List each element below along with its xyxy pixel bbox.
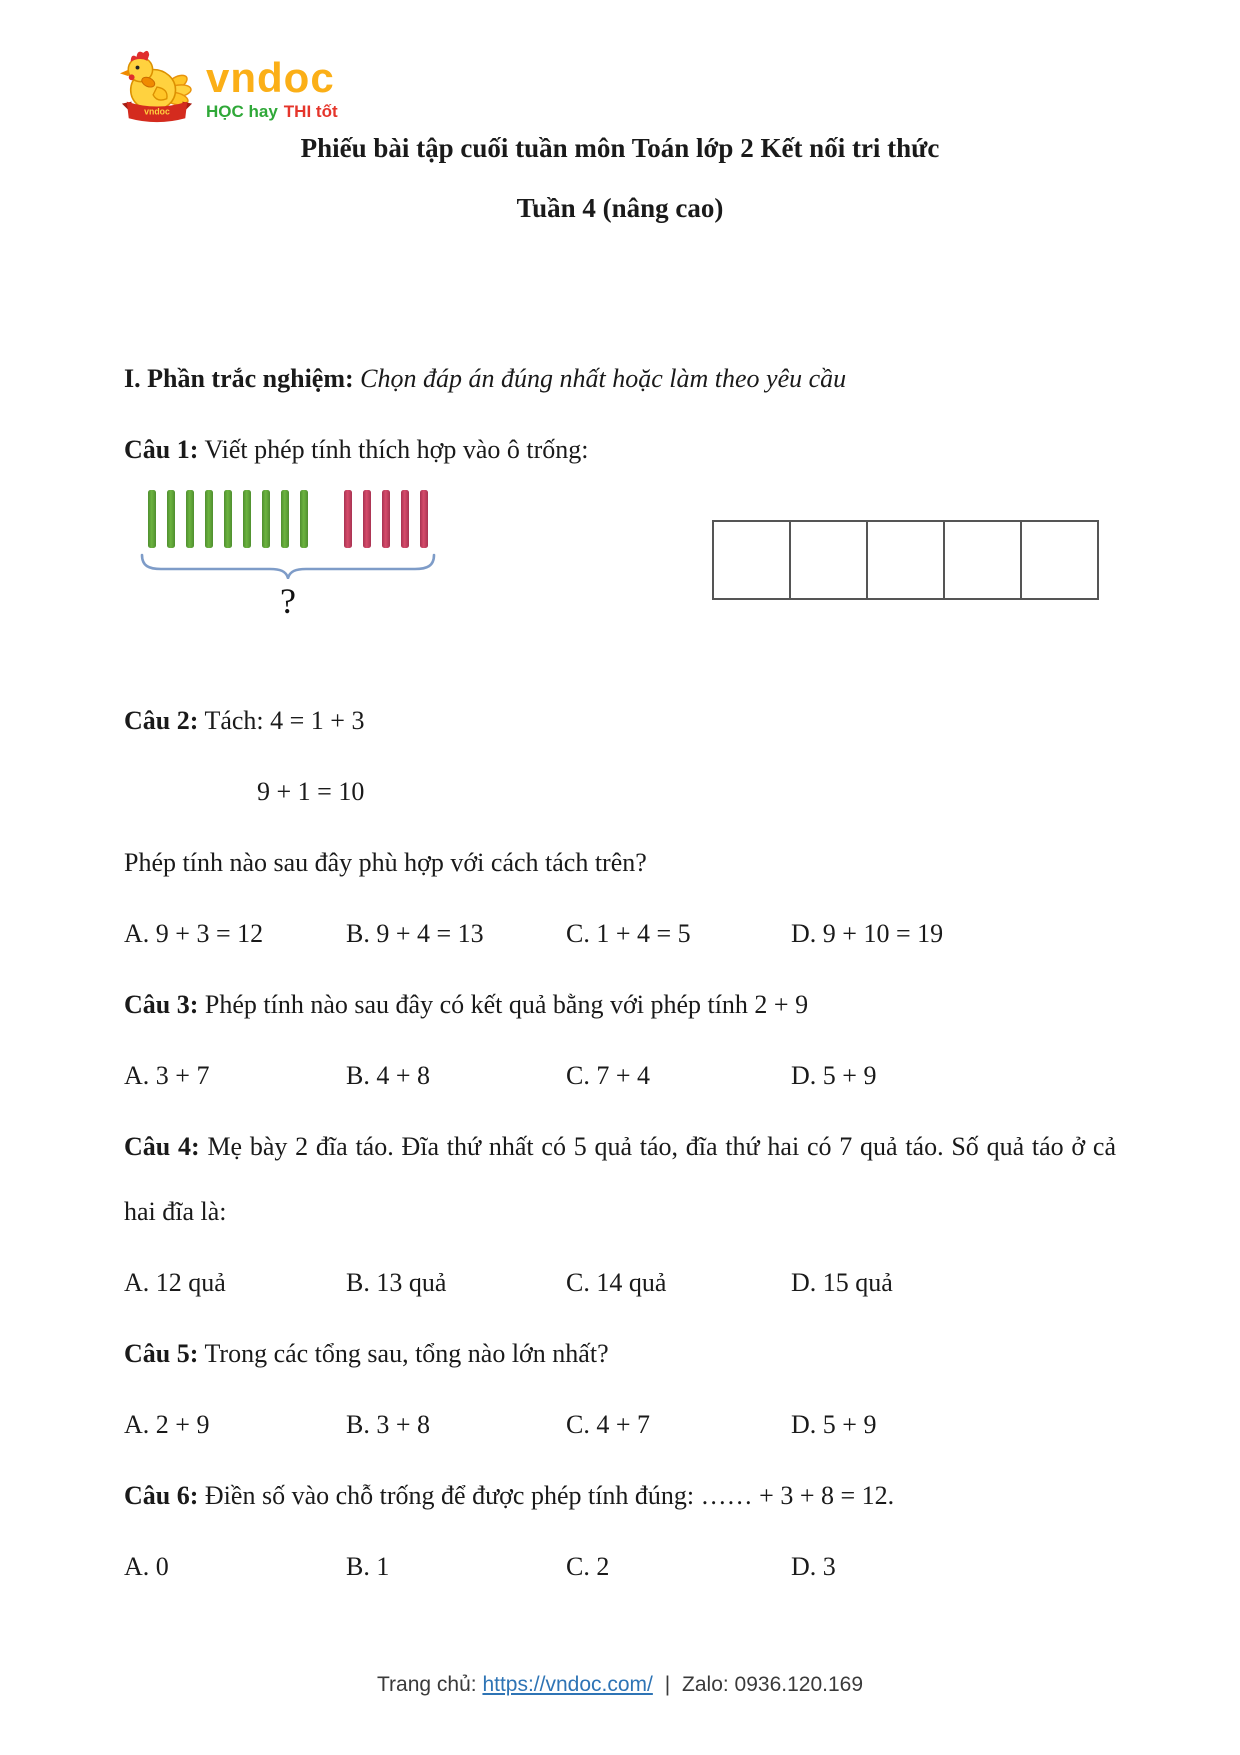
question-3-text: Phép tính nào sau đây có kết quả bằng với phép tính 2 + 9	[204, 990, 809, 1019]
option-c	[566, 1250, 791, 1315]
page-subtitle: Tuần 4 (nâng cao)	[516, 193, 724, 223]
question-1	[124, 417, 1116, 482]
option-key: D.	[791, 1061, 817, 1090]
option-value: 3	[822, 1552, 836, 1581]
answer-box[interactable]	[866, 522, 943, 598]
option-c	[566, 1534, 791, 1599]
question-2-text: Tách: 4 = 1 + 3	[204, 706, 365, 735]
option-key: D.	[791, 1552, 817, 1581]
green-stick	[281, 490, 289, 548]
option-value: 0	[155, 1552, 169, 1581]
option-value: 9 + 3 = 12	[155, 919, 264, 948]
option-value: 12 quả	[155, 1268, 226, 1297]
option-c	[566, 901, 791, 966]
option-d	[791, 1250, 1116, 1315]
question-6-text: Điền số vào chỗ trống để được phép tính đúng: …… + 3 + 8 = 12.	[204, 1481, 895, 1510]
question-1-label: Câu 1:	[124, 435, 199, 464]
homepage-link[interactable]: https://vndoc.com/	[482, 1673, 653, 1696]
option-key: B.	[346, 1410, 370, 1439]
option-b	[346, 1250, 566, 1315]
red-stick	[344, 490, 352, 548]
option-d	[791, 1534, 1116, 1599]
option-value: 4 + 8	[376, 1061, 431, 1090]
option-key: C.	[566, 1410, 590, 1439]
question-6	[124, 1463, 1116, 1528]
option-value: 9 + 4 = 13	[376, 919, 484, 948]
option-key: D.	[791, 1268, 817, 1297]
question-1-figure	[124, 490, 1116, 670]
option-key: A.	[124, 1552, 150, 1581]
green-stick	[243, 490, 251, 548]
footer-home-label: Trang chủ:	[376, 1673, 477, 1696]
brace-icon	[138, 553, 438, 579]
question-1-text: Viết phép tính thích hợp vào ô trống:	[204, 435, 589, 464]
green-stick	[186, 490, 194, 548]
green-sticks-group	[148, 490, 308, 548]
question-5	[124, 1321, 1116, 1386]
question-5-label: Câu 5:	[124, 1339, 199, 1368]
question-mark-label: ?	[280, 581, 296, 621]
brand-wordmark: vndoc	[206, 53, 335, 101]
green-stick	[300, 490, 308, 548]
red-stick	[363, 490, 371, 548]
option-c	[566, 1043, 791, 1108]
option-key: D.	[791, 1410, 817, 1439]
page-title: Phiếu bài tập cuối tuần môn Toán lớp 2 Kết nối tri thức	[300, 133, 940, 163]
footer-divider: |	[664, 1673, 671, 1696]
sticks-figure	[138, 490, 438, 621]
option-value: 9 + 10 = 19	[822, 919, 944, 948]
red-stick	[401, 490, 409, 548]
option-key: C.	[566, 1268, 590, 1297]
section-heading	[124, 346, 1116, 411]
option-key: B.	[346, 919, 370, 948]
option-key: B.	[346, 1061, 370, 1090]
option-a	[124, 1534, 346, 1599]
option-d	[791, 901, 1116, 966]
red-stick	[420, 490, 428, 548]
section-label: I. Phần trắc nghiệm:	[124, 364, 354, 393]
option-key: B.	[346, 1268, 370, 1297]
option-a	[124, 1392, 346, 1457]
option-key: C.	[566, 919, 590, 948]
option-value: 1 + 4 = 5	[596, 919, 691, 948]
option-c	[566, 1392, 791, 1457]
question-6-options	[124, 1534, 1116, 1599]
option-key: A.	[124, 1410, 150, 1439]
option-d	[791, 1392, 1116, 1457]
green-stick	[167, 490, 175, 548]
option-key: D.	[791, 919, 817, 948]
question-3	[124, 972, 1116, 1037]
option-value: 7 + 4	[596, 1061, 651, 1090]
question-2	[124, 688, 1116, 753]
answer-box[interactable]	[714, 522, 789, 598]
question-6-label: Câu 6:	[124, 1481, 199, 1510]
answer-box[interactable]	[1020, 522, 1097, 598]
page-footer	[0, 1673, 1240, 1697]
option-value: 13 quả	[376, 1268, 447, 1297]
option-value: 2 + 9	[155, 1410, 210, 1439]
question-3-label: Câu 3:	[124, 990, 199, 1019]
red-sticks-group	[344, 490, 428, 548]
question-2-options	[124, 901, 1116, 966]
green-stick	[148, 490, 156, 548]
banner-text: vndoc	[144, 106, 170, 117]
option-b	[346, 1392, 566, 1457]
answer-box[interactable]	[943, 522, 1020, 598]
option-a	[124, 901, 346, 966]
option-key: B.	[346, 1552, 370, 1581]
option-a	[124, 1043, 346, 1108]
question-5-options	[124, 1392, 1116, 1457]
question-3-options	[124, 1043, 1116, 1108]
option-value: 3 + 7	[155, 1061, 210, 1090]
tagline-green: HỌC hay	[206, 101, 278, 121]
option-b	[346, 1534, 566, 1599]
option-value: 5 + 9	[822, 1410, 877, 1439]
option-key: A.	[124, 919, 150, 948]
question-4	[124, 1114, 1116, 1244]
section-instruction: Chọn đáp án đúng nhất hoặc làm theo yêu cầu	[360, 364, 847, 393]
option-d	[791, 1043, 1116, 1108]
option-value: 15 quả	[822, 1268, 893, 1297]
option-value: 1	[376, 1552, 390, 1581]
green-stick	[224, 490, 232, 548]
option-key: C.	[566, 1552, 590, 1581]
answer-boxes	[712, 520, 1099, 600]
option-value: 3 + 8	[376, 1410, 431, 1439]
option-value: 4 + 7	[596, 1410, 651, 1439]
red-stick	[382, 490, 390, 548]
question-4-text: Mẹ bày 2 đĩa táo. Đĩa thứ nhất có 5 quả táo, đĩa thứ hai có 7 quả táo. Số quả táo ở cả hai đĩa là:	[124, 1132, 1117, 1226]
question-4-label: Câu 4:	[124, 1132, 200, 1161]
question-4-options	[124, 1250, 1116, 1315]
option-key: A.	[124, 1061, 150, 1090]
tagline-red: THI tốt	[283, 101, 338, 121]
answer-box[interactable]	[789, 522, 866, 598]
option-value: 5 + 9	[822, 1061, 877, 1090]
option-b	[346, 1043, 566, 1108]
option-a	[124, 1250, 346, 1315]
footer-zalo: Zalo: 0936.120.169	[682, 1673, 863, 1696]
green-stick	[205, 490, 213, 548]
option-value: 2	[596, 1552, 610, 1581]
option-key: A.	[124, 1268, 150, 1297]
option-b	[346, 901, 566, 966]
green-stick	[262, 490, 270, 548]
option-key: C.	[566, 1061, 590, 1090]
question-5-text: Trong các tổng sau, tổng nào lớn nhất?	[204, 1339, 609, 1368]
question-2-label: Câu 2:	[124, 706, 199, 735]
option-value: 14 quả	[596, 1268, 667, 1297]
question-2-line2: 9 + 1 = 10	[257, 777, 365, 806]
question-2-line3: Phép tính nào sau đây phù hợp với cách tách trên?	[124, 848, 647, 877]
